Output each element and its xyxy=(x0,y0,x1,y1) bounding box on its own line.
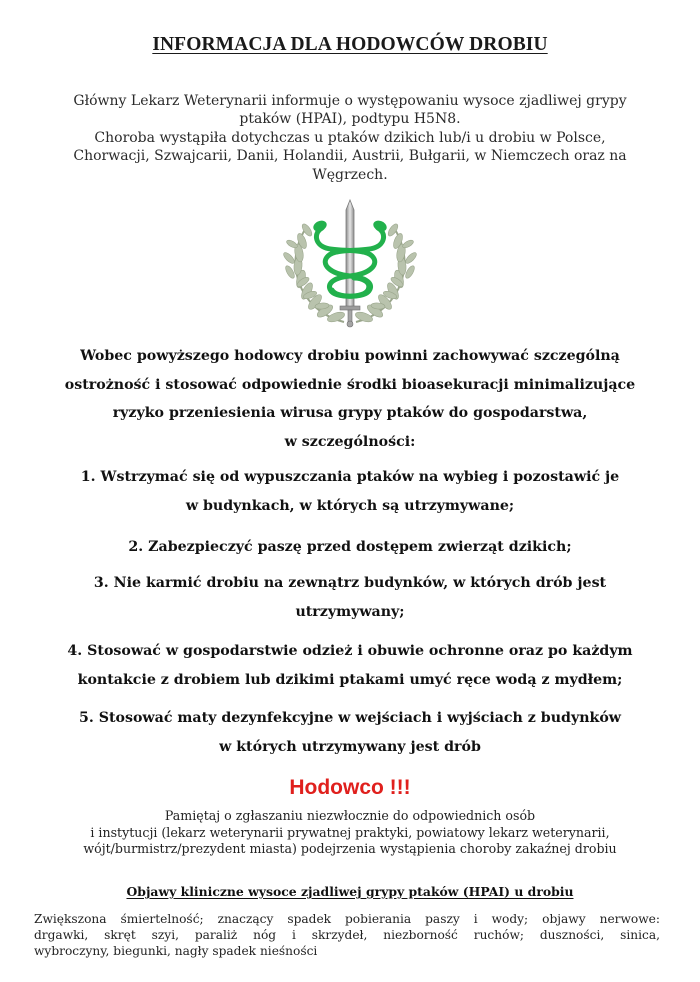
notice-line: Pamiętaj o zgłaszaniu niezwłocznie do odpowiednich osób xyxy=(164,808,536,823)
intro-line: Węgrzech. xyxy=(312,166,388,183)
list-item-line: 1. Wstrzymać się od wypuszczania ptaków na wybieg i pozostawić je xyxy=(80,469,620,485)
list-item xyxy=(20,569,680,627)
list-item xyxy=(20,637,680,695)
list-item-line: 2. Zabezpieczyć paszę przed dostępem zwierząt dzikich; xyxy=(128,539,572,555)
intro-line: Główny Lekarz Weterynarii informuje o występowaniu wysoce zjadliwej grypy xyxy=(73,93,627,109)
lead-paragraph xyxy=(30,342,670,456)
list-item xyxy=(20,463,680,521)
notice-paragraph xyxy=(15,808,685,858)
symptoms-heading: Objawy kliniczne wysoce zjadliwej grypy ptaków (HPAI) u drobiu xyxy=(126,884,574,899)
list-item-line: w których utrzymywany jest drób xyxy=(219,739,481,755)
sword-icon xyxy=(340,200,360,327)
intro-line: Chorwacji, Szwajcarii, Danii, Holandii, Austrii, Bułgarii, w Niemczech oraz na xyxy=(73,148,627,165)
notice-line: wójt/burmistrz/prezydent miasta) podejrzenia wystąpienia choroby zakaźnej drobiu xyxy=(83,841,617,857)
lead-line: w szczególności: xyxy=(284,433,416,450)
intro-line: Choroba wystąpiła dotychczas u ptaków dzikich lub/i u drobiu w Polsce, xyxy=(94,129,606,146)
intro-line: ptaków (HPAI), podtypu H5N8. xyxy=(239,111,461,128)
list-item-line: kontakcie z drobiem lub dzikimi ptakami umyć ręce wodą z mydłem; xyxy=(77,672,623,688)
lead-line: Wobec powyższego hodowcy drobiu powinni zachowywać szczególną xyxy=(80,348,620,364)
symptoms-line: drgawki, skręt szyi, paraliż nóg i skrzydeł, niezborność ruchów; duszności, sinica, xyxy=(34,928,660,943)
list-item-line: utrzymywany; xyxy=(295,604,405,620)
notice-line: i instytucji (lekarz weterynarii prywatnej praktyki, powiatowy lekarz weterynarii, xyxy=(90,824,610,840)
symptoms-line: Zwiększona śmiertelność; znaczący spadek pobierania paszy i wody; objawy nerwowe: xyxy=(34,912,660,926)
document-title: INFORMACJA DLA HODOWCÓW DROBIU xyxy=(152,34,548,55)
symptoms-line: wybroczyny, biegunki, nagły spadek nieśności xyxy=(34,944,318,959)
list-item-line: 3. Nie karmić drobiu na zewnątrz budynków, w których drób jest xyxy=(93,575,607,591)
list-item-line: 4. Stosować w gospodarstwie odzież i obuwie ochronne oraz po każdym xyxy=(67,643,633,659)
intro-paragraph xyxy=(20,92,680,184)
list-item xyxy=(20,533,680,562)
list-item-line: w budynkach, w których są utrzymywane; xyxy=(185,498,515,514)
list-item xyxy=(20,704,680,762)
list-item-line: 5. Stosować maty dezynfekcyjne w wejściach i wyjściach z budynków xyxy=(78,710,622,726)
symptoms-paragraph xyxy=(34,911,660,960)
veterinary-emblem-icon xyxy=(270,198,430,330)
lead-line: ostrożność i stosować odpowiednie środki bioasekuracji minimalizujące xyxy=(64,376,636,393)
lead-line: ryzyko przeniesienia wirusa grypy ptaków do gospodarstwa, xyxy=(112,405,588,422)
callout-heading: Hodowco !!! xyxy=(289,776,411,799)
